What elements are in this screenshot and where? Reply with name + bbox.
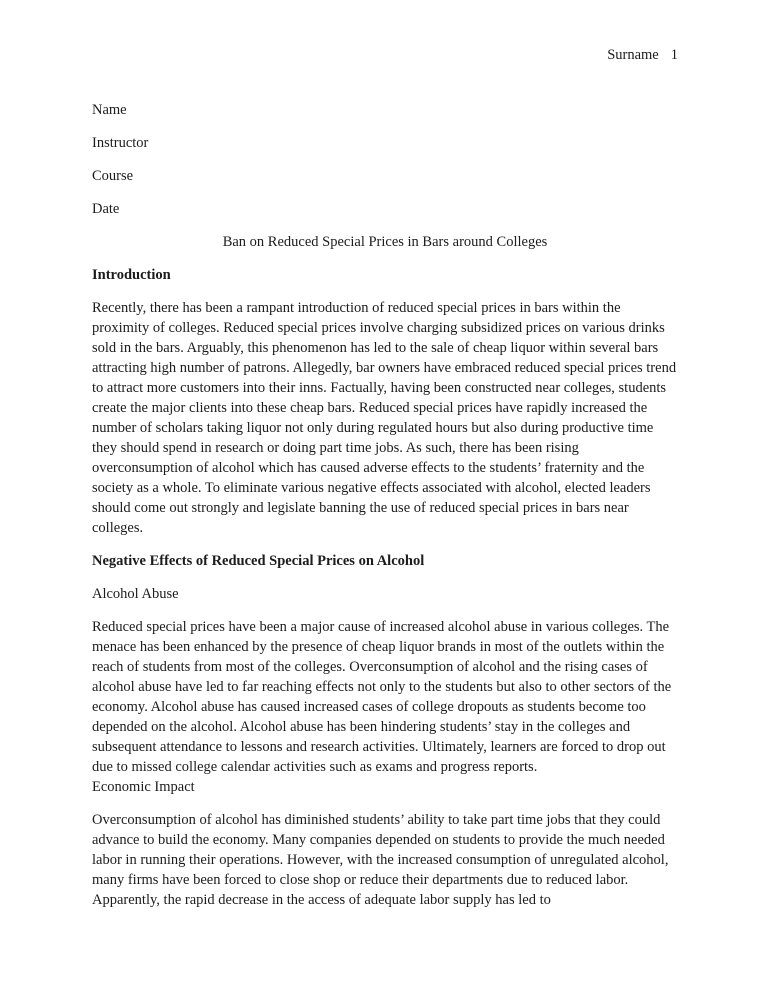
section-heading-negative-effects: Negative Effects of Reduced Special Prices on Alcohol [92,553,425,569]
subheading-economic-impact: Economic Impact [92,779,195,795]
essay-title: Ban on Reduced Special Prices in Bars around Colleges [222,234,548,250]
paragraph-economic-impact: Overconsumption of alcohol has diminished students’ ability to take part time jobs that they could advance to build the economy. Many companies depended on students to provide the much needed labor in running their operations. However, with the increased consumption of unregulated alcohol, many firms have been forced to close shop or reduce their departments due to reduced labor. Apparently, the rapid decrease in the access of adequate labor supply has led to [92,812,669,908]
byline-name: Name [92,102,127,118]
running-head [92,45,678,65]
paragraph-alcohol-abuse: Reduced special prices have been a major cause of increased alcohol abuse in various colleges. The menace has been enhanced by the presence of cheap liquor brands in most of the outlets within the reach of students from most of the colleges. Overconsumption of alcohol and the rising cases of alcohol abuse have led to far reaching effects not only to the students but also to other sectors of the economy. Alcohol abuse has caused increased cases of college dropouts as students become too depended on the alcohol. Alcohol abuse has been hindering students’ stay in the colleges and subsequent attendance to lessons and research activities. Ultimately, learners are forced to drop out due to missed college calendar activities such as exams and progress reports. [92,619,672,775]
subheading-alcohol-abuse: Alcohol Abuse [92,586,179,602]
byline-date: Date [92,201,120,217]
page-number: 1 [670,47,678,63]
paragraph-introduction: Recently, there has been a rampant introduction of reduced special prices in bars within the proximity of colleges. Reduced special prices involve charging subsidized prices on various drinks sold in the bars. Arguably, this phenomenon has led to the sale of cheap liquor within several bars attracting high number of patrons. Allegedly, bar owners have embraced reduced special prices trend to attract more customers into their inns. Factually, having been constructed near colleges, students create the major clients into these cheap bars. Reduced special prices have rapidly increased the number of scholars taking liquor not only during regulated hours but also during productive time they should spend in research or doing part time jobs. As such, there has been rising overconsumption of alcohol which has caused adverse effects to the students’ fraternity and the society as a whole. To eliminate various negative effects associated with alcohol, elected leaders should come out strongly and legislate banning the use of reduced special prices in bars near colleges. [92,300,677,536]
byline-course: Course [92,168,134,184]
running-head-surname: Surname [607,47,659,63]
byline-instructor: Instructor [92,135,149,151]
section-heading-introduction: Introduction [92,267,171,283]
